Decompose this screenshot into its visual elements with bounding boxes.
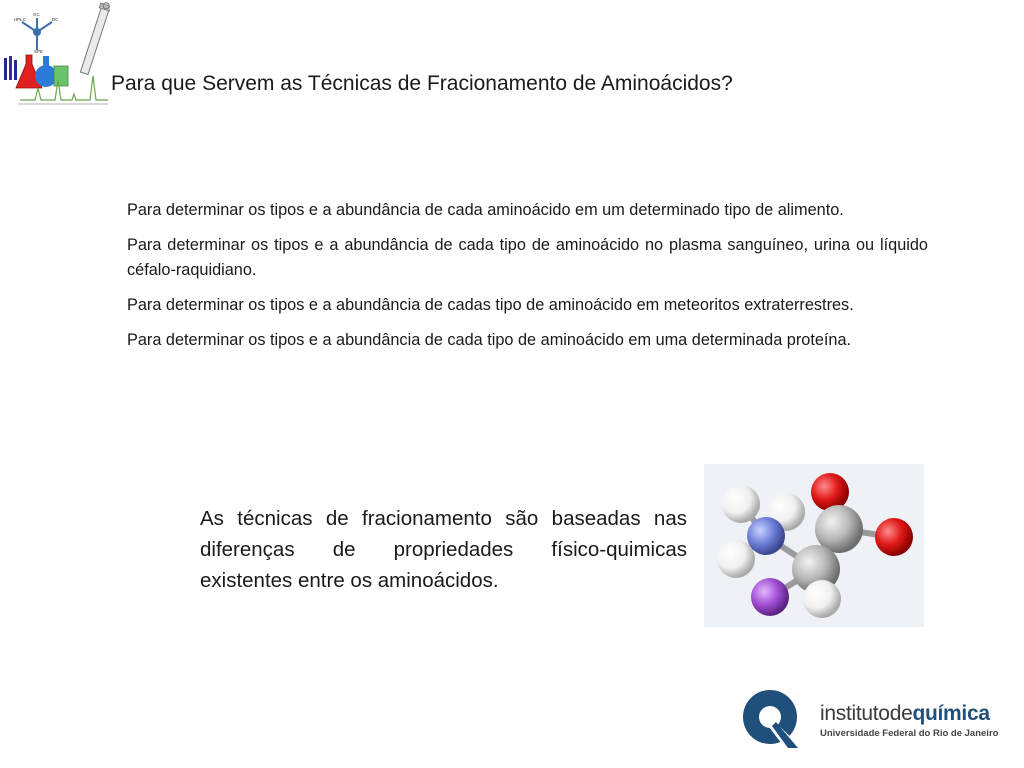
- logo-wordmark: [820, 702, 990, 726]
- gc-label: GC: [33, 12, 40, 17]
- logo-subtitle: Universidade Federal do Rio de Janeiro: [820, 728, 999, 739]
- logo-word-de: de: [889, 702, 913, 725]
- hydrogen-atom: [722, 485, 760, 523]
- chromatography-flasks-logo: [0, 0, 110, 115]
- molecule-image: [704, 464, 924, 627]
- oxygen-atom: [875, 518, 913, 556]
- logo-word-quimica: química: [912, 702, 990, 725]
- oxygen-atom: [811, 473, 849, 511]
- slide-title: Para que Servem as Técnicas de Fracionamento de Aminoácidos?: [111, 72, 733, 95]
- instituto-de-quimica-logo: [740, 688, 1010, 748]
- bullet-meteorites: Para determinar os tipos e a abundância de cadas tipo de aminoácido em meteoritos extraterrestres.: [127, 296, 854, 314]
- bullet-protein: Para determinar os tipos e a abundância de cada tipo de aminoácido em uma determinada proteína.: [127, 331, 852, 349]
- hplc-label: HPLC: [14, 17, 27, 22]
- carbon-atom: [815, 505, 863, 553]
- bullet-food: Para determinar os tipos e a abundância de cada aminoácido em um determinado tipo de alimento.: [127, 201, 844, 219]
- hydrogen-atom: [717, 540, 755, 578]
- conclusion-text: As técnicas de fracionamento são baseadas nas diferenças de propriedades físico-quimicas existentes entre os aminoácidos.: [200, 507, 687, 592]
- logo-word-instituto: instituto: [820, 702, 890, 725]
- amino-acid-ball-and-stick-icon: [704, 464, 924, 627]
- bullet-list: [127, 198, 928, 363]
- bullet-plasma: Para determinar os tipos e a abundância de cada tipo de aminoácido no plasma sanguíneo, urina ou líquido céfalo-raquidiano.: [127, 236, 928, 279]
- hydrogen-atom: [803, 580, 841, 618]
- q-logo-icon: [740, 688, 802, 748]
- spe-label: SPE: [34, 49, 44, 54]
- dc-label: DC: [52, 17, 59, 22]
- nitrogen-atom: [747, 517, 785, 555]
- side-group-atom: [751, 578, 789, 616]
